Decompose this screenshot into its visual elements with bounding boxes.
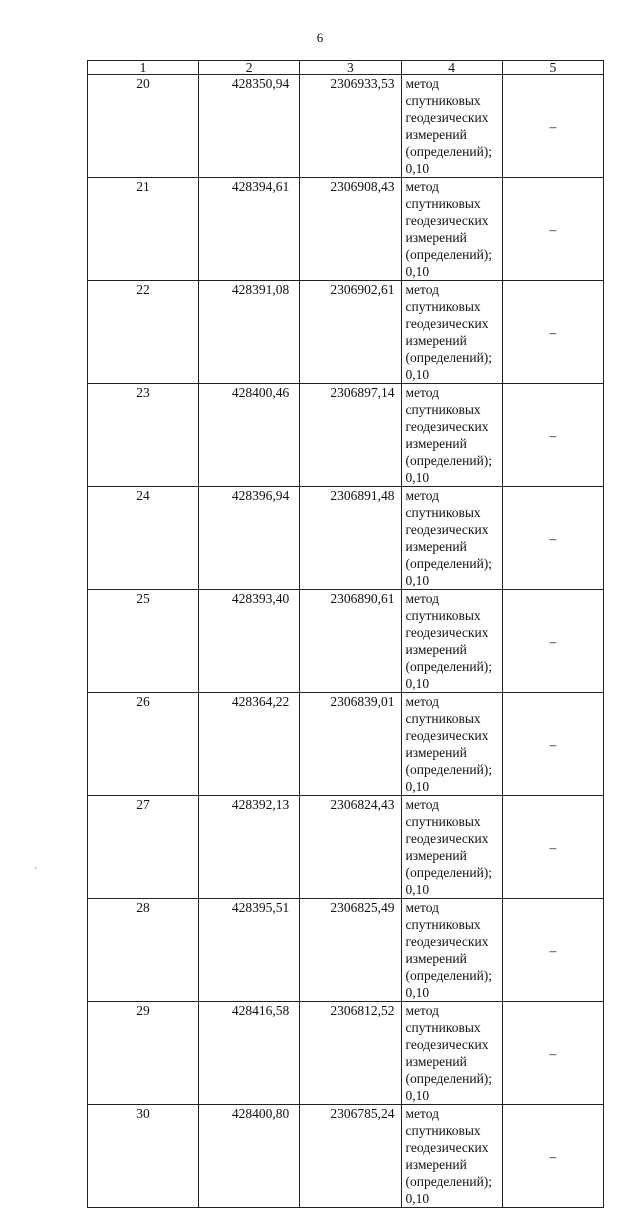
column-header-2: 2 xyxy=(199,61,300,75)
x-coordinate-cell: 428350,94 xyxy=(199,75,300,178)
method-cell: метод спутниковых геодезических измерений (определений); 0,10 xyxy=(401,693,502,796)
method-cell: метод спутниковых геодезических измерений (определений); 0,10 xyxy=(401,1002,502,1105)
y-coordinate-cell: 2306891,48 xyxy=(300,487,401,590)
column5-cell: – xyxy=(502,796,603,899)
table-row xyxy=(88,693,604,796)
column5-cell: – xyxy=(502,590,603,693)
y-coordinate-cell: 2306825,49 xyxy=(300,899,401,1002)
column5-cell: – xyxy=(502,899,603,1002)
table-row xyxy=(88,178,604,281)
method-cell: метод спутниковых геодезических измерений (определений); 0,10 xyxy=(401,178,502,281)
method-cell: метод спутниковых геодезических измерений (определений); 0,10 xyxy=(401,1105,502,1208)
column5-cell: – xyxy=(502,178,603,281)
table-body xyxy=(88,75,604,1208)
table-row xyxy=(88,590,604,693)
y-coordinate-cell: 2306824,43 xyxy=(300,796,401,899)
method-cell: метод спутниковых геодезических измерений (определений); 0,10 xyxy=(401,590,502,693)
point-number-cell: 25 xyxy=(88,590,199,693)
method-cell: метод спутниковых геодезических измерений (определений); 0,10 xyxy=(401,796,502,899)
column5-cell: – xyxy=(502,1105,603,1208)
table-row xyxy=(88,899,604,1002)
page-number: 6 xyxy=(316,30,324,45)
x-coordinate-cell: 428391,08 xyxy=(199,281,300,384)
point-number-cell: 28 xyxy=(88,899,199,1002)
y-coordinate-cell: 2306785,24 xyxy=(300,1105,401,1208)
x-coordinate-cell: 428394,61 xyxy=(199,178,300,281)
column5-cell: – xyxy=(502,384,603,487)
table-row xyxy=(88,796,604,899)
x-coordinate-cell: 428392,13 xyxy=(199,796,300,899)
table-row xyxy=(88,281,604,384)
table-row xyxy=(88,75,604,178)
method-cell: метод спутниковых геодезических измерений (определений); 0,10 xyxy=(401,384,502,487)
point-number-cell: 24 xyxy=(88,487,199,590)
method-cell: метод спутниковых геодезических измерений (определений); 0,10 xyxy=(401,281,502,384)
y-coordinate-cell: 2306902,61 xyxy=(300,281,401,384)
point-number-cell: 20 xyxy=(88,75,199,178)
column5-cell: – xyxy=(502,75,603,178)
y-coordinate-cell: 2306897,14 xyxy=(300,384,401,487)
point-number-cell: 29 xyxy=(88,1002,199,1105)
column-header-1: 1 xyxy=(88,61,199,75)
point-number-cell: 27 xyxy=(88,796,199,899)
point-number-cell: 23 xyxy=(88,384,199,487)
x-coordinate-cell: 428416,58 xyxy=(199,1002,300,1105)
table-row xyxy=(88,1002,604,1105)
y-coordinate-cell: 2306839,01 xyxy=(300,693,401,796)
x-coordinate-cell: 428364,22 xyxy=(199,693,300,796)
point-number-cell: 21 xyxy=(88,178,199,281)
column5-cell: – xyxy=(502,281,603,384)
x-coordinate-cell: 428400,46 xyxy=(199,384,300,487)
point-number-cell: 22 xyxy=(88,281,199,384)
column5-cell: – xyxy=(502,693,603,796)
table-row xyxy=(88,384,604,487)
table-row xyxy=(88,1105,604,1208)
coordinates-table xyxy=(87,60,604,1208)
column-header-4: 4 xyxy=(401,61,502,75)
method-cell: метод спутниковых геодезических измерений (определений); 0,10 xyxy=(401,899,502,1002)
x-coordinate-cell: 428395,51 xyxy=(199,899,300,1002)
method-cell: метод спутниковых геодезических измерений (определений); 0,10 xyxy=(401,75,502,178)
stray-mark: ` xyxy=(34,866,37,876)
y-coordinate-cell: 2306890,61 xyxy=(300,590,401,693)
column-header-5: 5 xyxy=(502,61,603,75)
y-coordinate-cell: 2306908,43 xyxy=(300,178,401,281)
x-coordinate-cell: 428396,94 xyxy=(199,487,300,590)
table-row xyxy=(88,487,604,590)
x-coordinate-cell: 428400,80 xyxy=(199,1105,300,1208)
table-header-row xyxy=(88,61,604,75)
point-number-cell: 30 xyxy=(88,1105,199,1208)
y-coordinate-cell: 2306812,52 xyxy=(300,1002,401,1105)
method-cell: метод спутниковых геодезических измерений (определений); 0,10 xyxy=(401,487,502,590)
column5-cell: – xyxy=(502,1002,603,1105)
y-coordinate-cell: 2306933,53 xyxy=(300,75,401,178)
column5-cell: – xyxy=(502,487,603,590)
column-header-3: 3 xyxy=(300,61,401,75)
x-coordinate-cell: 428393,40 xyxy=(199,590,300,693)
point-number-cell: 26 xyxy=(88,693,199,796)
